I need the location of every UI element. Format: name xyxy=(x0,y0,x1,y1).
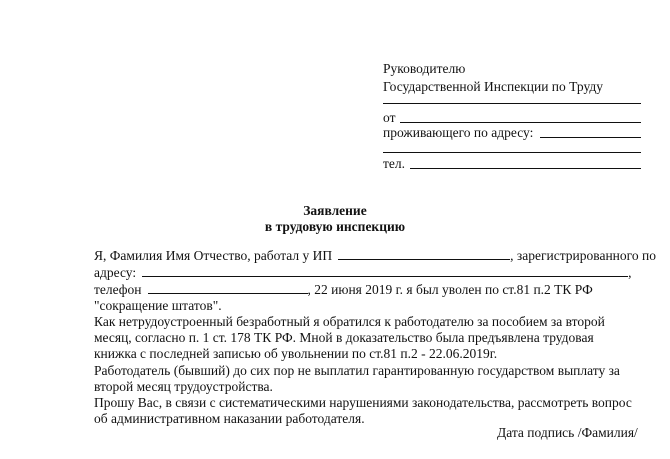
body-line-11: об административном наказании работодателя. xyxy=(94,411,365,426)
address-label: проживающего по адресу: xyxy=(383,125,534,140)
address-blank-line-2 xyxy=(383,152,641,153)
from-blank-line xyxy=(400,122,641,123)
document-title: Заявление xyxy=(303,203,367,218)
body-line-7: книжка с последней записью об увольнении по ст.81 п.2 - 22.06.2019г. xyxy=(94,346,498,361)
document-subtitle: в трудовую инспекцию xyxy=(264,219,406,234)
body-line-6: месяц, согласно п. 1 ст. 178 ТК РФ. Мной в доказательство была предъявлена трудовая xyxy=(94,330,594,345)
body-line-2 xyxy=(94,265,631,281)
body-line-1 xyxy=(94,248,656,264)
phone-blank-line xyxy=(410,168,641,169)
signature-line: Дата подпись /Фамилия/ xyxy=(497,425,638,440)
body-line-4: "сокращение штатов". xyxy=(94,298,222,313)
body-line-3-b: , 22 июня 2019 г. я был уволен по ст.81 п.2 ТК РФ xyxy=(307,282,593,297)
employer-blank xyxy=(338,248,510,260)
body-line-5: Как нетрудоустроенный безработный я обратился к работодателю за пособием за второй xyxy=(94,314,605,329)
address-blank-line xyxy=(540,137,641,138)
recipient-line-1: Руководителю xyxy=(383,61,466,76)
body-line-10: Прошу Вас, в связи с систематическими нарушениями законодательства, рассмотреть вопрос xyxy=(94,395,632,410)
phone-label: тел. xyxy=(383,156,406,171)
from-label: от xyxy=(383,110,396,125)
body-line-8: Работодатель (бывший) до сих пор не выплатил гарантированную государством выплату за xyxy=(94,363,620,378)
body-line-3-a: телефон xyxy=(94,282,142,297)
body-line-3 xyxy=(94,282,593,298)
address-blank xyxy=(142,265,628,277)
body-line-2-b: , xyxy=(628,265,632,280)
phone-blank xyxy=(148,282,308,294)
body-line-9: второй месяц трудоустройства. xyxy=(94,379,273,394)
body-line-1-b: , зарегистрированного по xyxy=(510,248,656,263)
recipient-line-2: Государственной Инспекции по Труду xyxy=(383,79,603,94)
body-line-2-a: адресу: xyxy=(94,265,137,280)
body-line-1-a: Я, Фамилия Имя Отчество, работал у ИП xyxy=(94,248,333,263)
recipient-blank-line xyxy=(383,103,641,104)
